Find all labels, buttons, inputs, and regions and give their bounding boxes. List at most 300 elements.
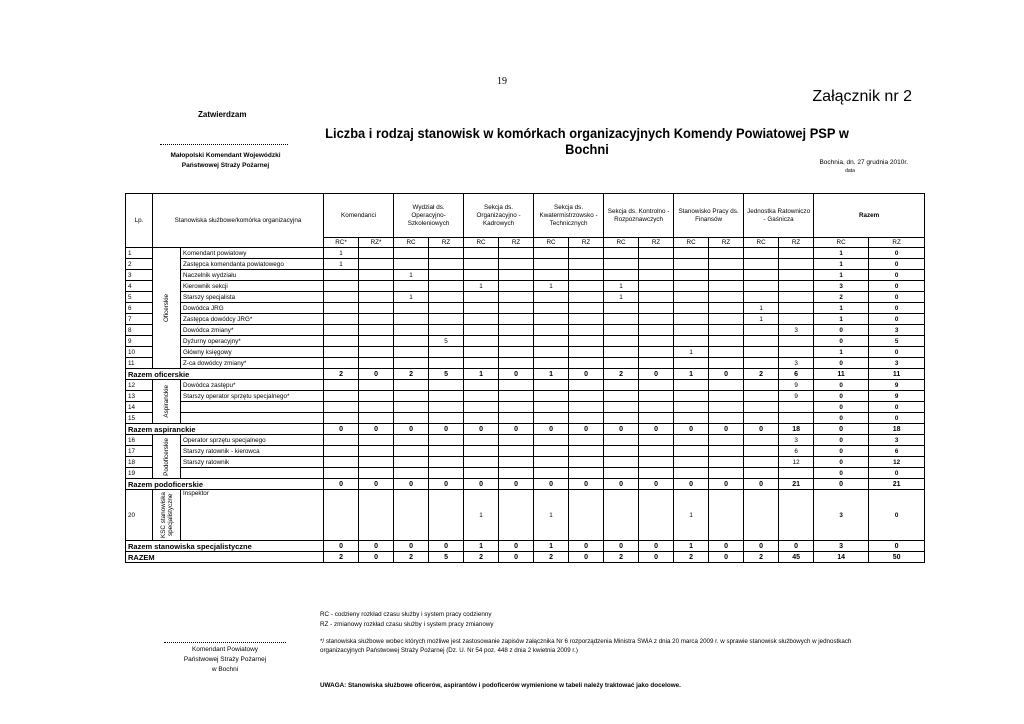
row-value: [639, 413, 674, 424]
subheader-cell: RC: [814, 238, 869, 248]
row-value: [534, 270, 569, 281]
approver-line: Państwowej Straży Pożarnej: [181, 162, 270, 169]
row-name: Operator sprzętu specjalnego: [181, 435, 324, 446]
row-lp: 16: [126, 435, 153, 446]
row-value: [569, 435, 604, 446]
subheader-cell: RC: [604, 238, 639, 248]
sum-value: 2: [324, 369, 359, 380]
row-value: [359, 457, 394, 468]
row-value: [394, 281, 429, 292]
row-value: [464, 402, 499, 413]
row-value: 1: [604, 281, 639, 292]
row-value: [359, 468, 394, 479]
subheader-cell: RC: [674, 238, 709, 248]
sum-value: 0: [674, 424, 709, 435]
row-value: [709, 391, 744, 402]
row-value: [709, 248, 744, 259]
row-value: [674, 457, 709, 468]
row-lp: 19: [126, 468, 153, 479]
row-value: [569, 292, 604, 303]
row-value: 9: [779, 380, 814, 391]
table-row: [126, 270, 925, 281]
sum-value: 1: [534, 369, 569, 380]
row-value: [709, 336, 744, 347]
row-lp: 9: [126, 336, 153, 347]
row-value: [394, 347, 429, 358]
row-value: [464, 446, 499, 457]
sum-label: Razem oficerskie: [126, 369, 324, 380]
row-value: 3: [779, 325, 814, 336]
row-value: [639, 325, 674, 336]
row-name: Zastępca komendanta powiatowego: [181, 259, 324, 270]
row-value: [324, 292, 359, 303]
row-value: [534, 435, 569, 446]
sum-label: RAZEM: [126, 552, 324, 563]
row-total-rz: 3: [869, 325, 925, 336]
subheader-cell: RZ*: [359, 238, 394, 248]
row-value: [359, 380, 394, 391]
row-value: [324, 380, 359, 391]
row-value: [709, 457, 744, 468]
row-value: [429, 248, 464, 259]
sum-value: 45: [779, 552, 814, 563]
legend-rc: RC - codzieny rozkład czasu służby i system pracy codzienny: [320, 611, 492, 618]
row-total-rz: 12: [869, 457, 925, 468]
row-value: [499, 347, 534, 358]
sum-value: 0: [394, 424, 429, 435]
row-value: [464, 336, 499, 347]
annex-label: Załącznik nr 2: [812, 88, 912, 105]
row-value: [744, 402, 779, 413]
sum-value: 2: [744, 552, 779, 563]
subheader-cell: RZ: [499, 238, 534, 248]
row-value: 1: [534, 490, 569, 541]
row-value: [639, 347, 674, 358]
row-lp: 3: [126, 270, 153, 281]
row-lp: 7: [126, 314, 153, 325]
row-value: [639, 446, 674, 457]
row-value: [604, 446, 639, 457]
sum-value: 0: [429, 479, 464, 490]
header-unit: Wydział ds. Operacyjno-Szkoleniowych: [394, 194, 464, 238]
sum-value: 0: [744, 541, 779, 552]
row-value: [639, 391, 674, 402]
sum-value: 1: [464, 369, 499, 380]
sum-value: 2: [394, 369, 429, 380]
sum-row: [126, 369, 925, 380]
row-value: [429, 303, 464, 314]
row-value: [779, 281, 814, 292]
sum-value: 0: [394, 541, 429, 552]
sum-value: 21: [779, 479, 814, 490]
row-total-rz: 0: [869, 292, 925, 303]
group-label: [153, 248, 181, 369]
row-total-rc: 0: [814, 402, 869, 413]
row-value: [674, 358, 709, 369]
row-value: [324, 347, 359, 358]
group-label: [153, 435, 181, 479]
sum-total-rc: 0: [814, 424, 869, 435]
row-value: [709, 402, 744, 413]
row-value: [569, 391, 604, 402]
row-name: Dowódca zastępu*: [181, 380, 324, 391]
group-label: [153, 380, 181, 424]
row-value: [394, 446, 429, 457]
row-value: [464, 435, 499, 446]
row-value: [639, 435, 674, 446]
sum-value: 0: [709, 424, 744, 435]
row-total-rz: 0: [869, 413, 925, 424]
row-value: [604, 325, 639, 336]
row-value: [569, 446, 604, 457]
row-value: [744, 391, 779, 402]
row-value: [359, 270, 394, 281]
table-row: [126, 281, 925, 292]
row-total-rc: 1: [814, 270, 869, 281]
sum-total-rz: 50: [869, 552, 925, 563]
row-value: [779, 413, 814, 424]
row-value: [604, 490, 639, 541]
row-value: [569, 314, 604, 325]
row-value: [429, 391, 464, 402]
row-value: [639, 380, 674, 391]
row-value: [674, 259, 709, 270]
row-value: 1: [464, 490, 499, 541]
sum-total-rc: 3: [814, 541, 869, 552]
header-unit: Stanowisko Pracy ds. Finansów: [674, 194, 744, 238]
row-value: [499, 259, 534, 270]
row-name: Starszy specjalista: [181, 292, 324, 303]
row-value: [429, 358, 464, 369]
row-total-rz: 9: [869, 391, 925, 402]
row-value: [324, 270, 359, 281]
row-value: [499, 446, 534, 457]
table-row: [126, 380, 925, 391]
row-value: [359, 347, 394, 358]
sum-value: 0: [324, 479, 359, 490]
sum-value: 0: [709, 541, 744, 552]
row-total-rz: 3: [869, 358, 925, 369]
row-value: 3: [779, 358, 814, 369]
sum-value: 0: [464, 424, 499, 435]
row-name: Naczelnik wydziału: [181, 270, 324, 281]
row-value: [604, 347, 639, 358]
row-value: [429, 413, 464, 424]
sum-value: 0: [499, 369, 534, 380]
row-value: [779, 248, 814, 259]
row-value: [499, 358, 534, 369]
table-row: [126, 292, 925, 303]
row-value: [709, 325, 744, 336]
row-value: [499, 435, 534, 446]
row-lp: 20: [126, 490, 153, 541]
row-lp: 18: [126, 457, 153, 468]
row-value: [324, 402, 359, 413]
row-total-rc: 1: [814, 259, 869, 270]
row-value: [499, 391, 534, 402]
row-lp: 4: [126, 281, 153, 292]
row-value: [324, 435, 359, 446]
row-total-rz: 9: [869, 380, 925, 391]
sum-value: 0: [499, 541, 534, 552]
row-value: [534, 358, 569, 369]
row-value: [499, 468, 534, 479]
row-value: [394, 490, 429, 541]
sum-value: 0: [569, 552, 604, 563]
row-lp: 10: [126, 347, 153, 358]
row-value: [499, 413, 534, 424]
row-value: [324, 446, 359, 457]
sum-value: 0: [569, 541, 604, 552]
row-value: [674, 380, 709, 391]
row-value: 1: [394, 292, 429, 303]
table-row: [126, 402, 925, 413]
row-value: 5: [429, 336, 464, 347]
row-value: [499, 314, 534, 325]
row-value: [674, 336, 709, 347]
row-value: [604, 380, 639, 391]
row-name: Starszy ratownik - kierowca: [181, 446, 324, 457]
row-lp: 13: [126, 391, 153, 402]
sum-total-rz: 21: [869, 479, 925, 490]
row-name: Z-ca dowódcy zmiany*: [181, 358, 324, 369]
row-name: Główny księgowy: [181, 347, 324, 358]
row-value: [429, 402, 464, 413]
sum-value: 0: [359, 424, 394, 435]
row-value: [604, 468, 639, 479]
sum-value: 0: [569, 369, 604, 380]
sum-value: 2: [534, 552, 569, 563]
sum-total-rc: 0: [814, 479, 869, 490]
row-value: [359, 336, 394, 347]
row-value: [639, 336, 674, 347]
row-value: [359, 303, 394, 314]
sum-total-rz: 18: [869, 424, 925, 435]
row-lp: 15: [126, 413, 153, 424]
row-total-rc: 0: [814, 325, 869, 336]
table-row: [126, 314, 925, 325]
subheader-cell: RC: [744, 238, 779, 248]
row-total-rc: 0: [814, 435, 869, 446]
row-total-rz: 0: [869, 259, 925, 270]
row-value: [429, 435, 464, 446]
sum-total-rz: 11: [869, 369, 925, 380]
subheader-cell: RC: [534, 238, 569, 248]
row-value: [359, 292, 394, 303]
row-total-rz: 0: [869, 281, 925, 292]
row-value: [429, 281, 464, 292]
sum-label: Razem aspiranckie: [126, 424, 324, 435]
row-value: [604, 391, 639, 402]
row-value: [779, 259, 814, 270]
row-value: [359, 413, 394, 424]
page-number: 19: [497, 76, 507, 87]
row-value: [709, 446, 744, 457]
row-value: [499, 270, 534, 281]
table-row: [126, 248, 925, 259]
sum-value: 0: [359, 369, 394, 380]
row-value: [639, 490, 674, 541]
row-value: [569, 303, 604, 314]
sum-value: 0: [429, 424, 464, 435]
row-value: [709, 292, 744, 303]
row-value: [324, 457, 359, 468]
sum-value: 0: [744, 424, 779, 435]
row-value: [534, 391, 569, 402]
row-lp: 5: [126, 292, 153, 303]
row-name: Kierownik sekcji: [181, 281, 324, 292]
row-value: [464, 259, 499, 270]
row-value: 9: [779, 391, 814, 402]
sum-value: 0: [324, 424, 359, 435]
row-value: [534, 259, 569, 270]
row-value: [674, 413, 709, 424]
row-value: [394, 358, 429, 369]
row-value: [394, 380, 429, 391]
row-value: [534, 314, 569, 325]
row-value: [744, 490, 779, 541]
row-value: [534, 468, 569, 479]
signature-block: [164, 645, 286, 675]
table-row: [126, 358, 925, 369]
row-value: [394, 435, 429, 446]
row-value: [429, 468, 464, 479]
row-value: [464, 391, 499, 402]
row-value: [744, 358, 779, 369]
date-caption: data: [845, 168, 855, 174]
row-value: [604, 336, 639, 347]
sum-value: 0: [569, 424, 604, 435]
row-name: Dowódca zmiany*: [181, 325, 324, 336]
row-value: [359, 490, 394, 541]
sum-value: 0: [359, 541, 394, 552]
sum-value: 0: [674, 479, 709, 490]
row-name: [181, 413, 324, 424]
row-value: [744, 248, 779, 259]
row-value: [744, 468, 779, 479]
table-row: [126, 259, 925, 270]
row-lp: 8: [126, 325, 153, 336]
subheader-cell: RC: [394, 238, 429, 248]
sum-value: 0: [359, 552, 394, 563]
row-value: [709, 413, 744, 424]
row-value: [569, 457, 604, 468]
row-value: [674, 391, 709, 402]
row-value: [429, 314, 464, 325]
row-value: [674, 248, 709, 259]
row-name: Dowódca JRG: [181, 303, 324, 314]
row-value: [604, 435, 639, 446]
sum-value: 2: [604, 552, 639, 563]
sum-value: 0: [639, 552, 674, 563]
header-lp: Lp.: [126, 194, 153, 248]
row-value: [674, 314, 709, 325]
sum-value: 0: [604, 541, 639, 552]
legend-rz: RZ - zmianowy rozkład czasu służby i system pracy zmianowy: [320, 621, 494, 628]
row-total-rz: 0: [869, 402, 925, 413]
table-row: [126, 413, 925, 424]
sum-value: 18: [779, 424, 814, 435]
row-value: [744, 347, 779, 358]
row-lp: 14: [126, 402, 153, 413]
sum-value: 2: [674, 552, 709, 563]
row-value: [779, 402, 814, 413]
row-value: [709, 490, 744, 541]
row-value: [324, 325, 359, 336]
subheader-cell: RZ: [639, 238, 674, 248]
subheader-cell: RZ: [429, 238, 464, 248]
row-name: Zastępca dowódcy JRG*: [181, 314, 324, 325]
row-lp: 2: [126, 259, 153, 270]
row-value: [394, 336, 429, 347]
row-value: [674, 468, 709, 479]
row-value: [429, 457, 464, 468]
row-value: [604, 259, 639, 270]
row-total-rc: 1: [814, 248, 869, 259]
row-value: 1: [534, 281, 569, 292]
row-name: Starszy operator sprzętu specjalnego*: [181, 391, 324, 402]
group-label-text: Podoficerskie: [163, 437, 170, 476]
row-value: [569, 490, 604, 541]
row-total-rz: 5: [869, 336, 925, 347]
row-value: 12: [779, 457, 814, 468]
row-value: [464, 303, 499, 314]
row-value: 1: [674, 347, 709, 358]
sum-value: 0: [639, 369, 674, 380]
row-value: [569, 347, 604, 358]
row-value: [534, 347, 569, 358]
row-value: [639, 248, 674, 259]
row-value: [429, 380, 464, 391]
row-lp: 6: [126, 303, 153, 314]
row-total-rc: 2: [814, 292, 869, 303]
row-value: [499, 490, 534, 541]
row-value: [324, 303, 359, 314]
subheader-cell: RC*: [324, 238, 359, 248]
sum-value: 0: [569, 479, 604, 490]
row-value: [569, 248, 604, 259]
row-name: [181, 402, 324, 413]
row-total-rz: 0: [869, 490, 925, 541]
row-total-rz: 0: [869, 314, 925, 325]
row-value: [604, 270, 639, 281]
sum-value: 0: [604, 424, 639, 435]
group-label-text: Oficerskie: [163, 294, 170, 322]
table-row: [126, 490, 925, 541]
signature-line: w Bochni: [211, 666, 239, 673]
row-total-rz: 0: [869, 248, 925, 259]
place-date: Bochnia, dn. 27 grudnia 2010r.: [819, 159, 908, 166]
row-value: [464, 325, 499, 336]
row-value: [674, 435, 709, 446]
sum-row: [126, 424, 925, 435]
row-value: [394, 303, 429, 314]
row-value: [604, 358, 639, 369]
table-row: [126, 325, 925, 336]
row-value: [744, 292, 779, 303]
approval-label: Zatwierdzam: [198, 110, 247, 119]
row-value: [394, 248, 429, 259]
sum-row: [126, 552, 925, 563]
row-value: [779, 303, 814, 314]
row-value: [779, 347, 814, 358]
sum-value: 1: [674, 369, 709, 380]
row-value: [744, 435, 779, 446]
row-total-rz: 0: [869, 303, 925, 314]
row-value: [639, 358, 674, 369]
row-value: [604, 314, 639, 325]
row-value: [779, 490, 814, 541]
